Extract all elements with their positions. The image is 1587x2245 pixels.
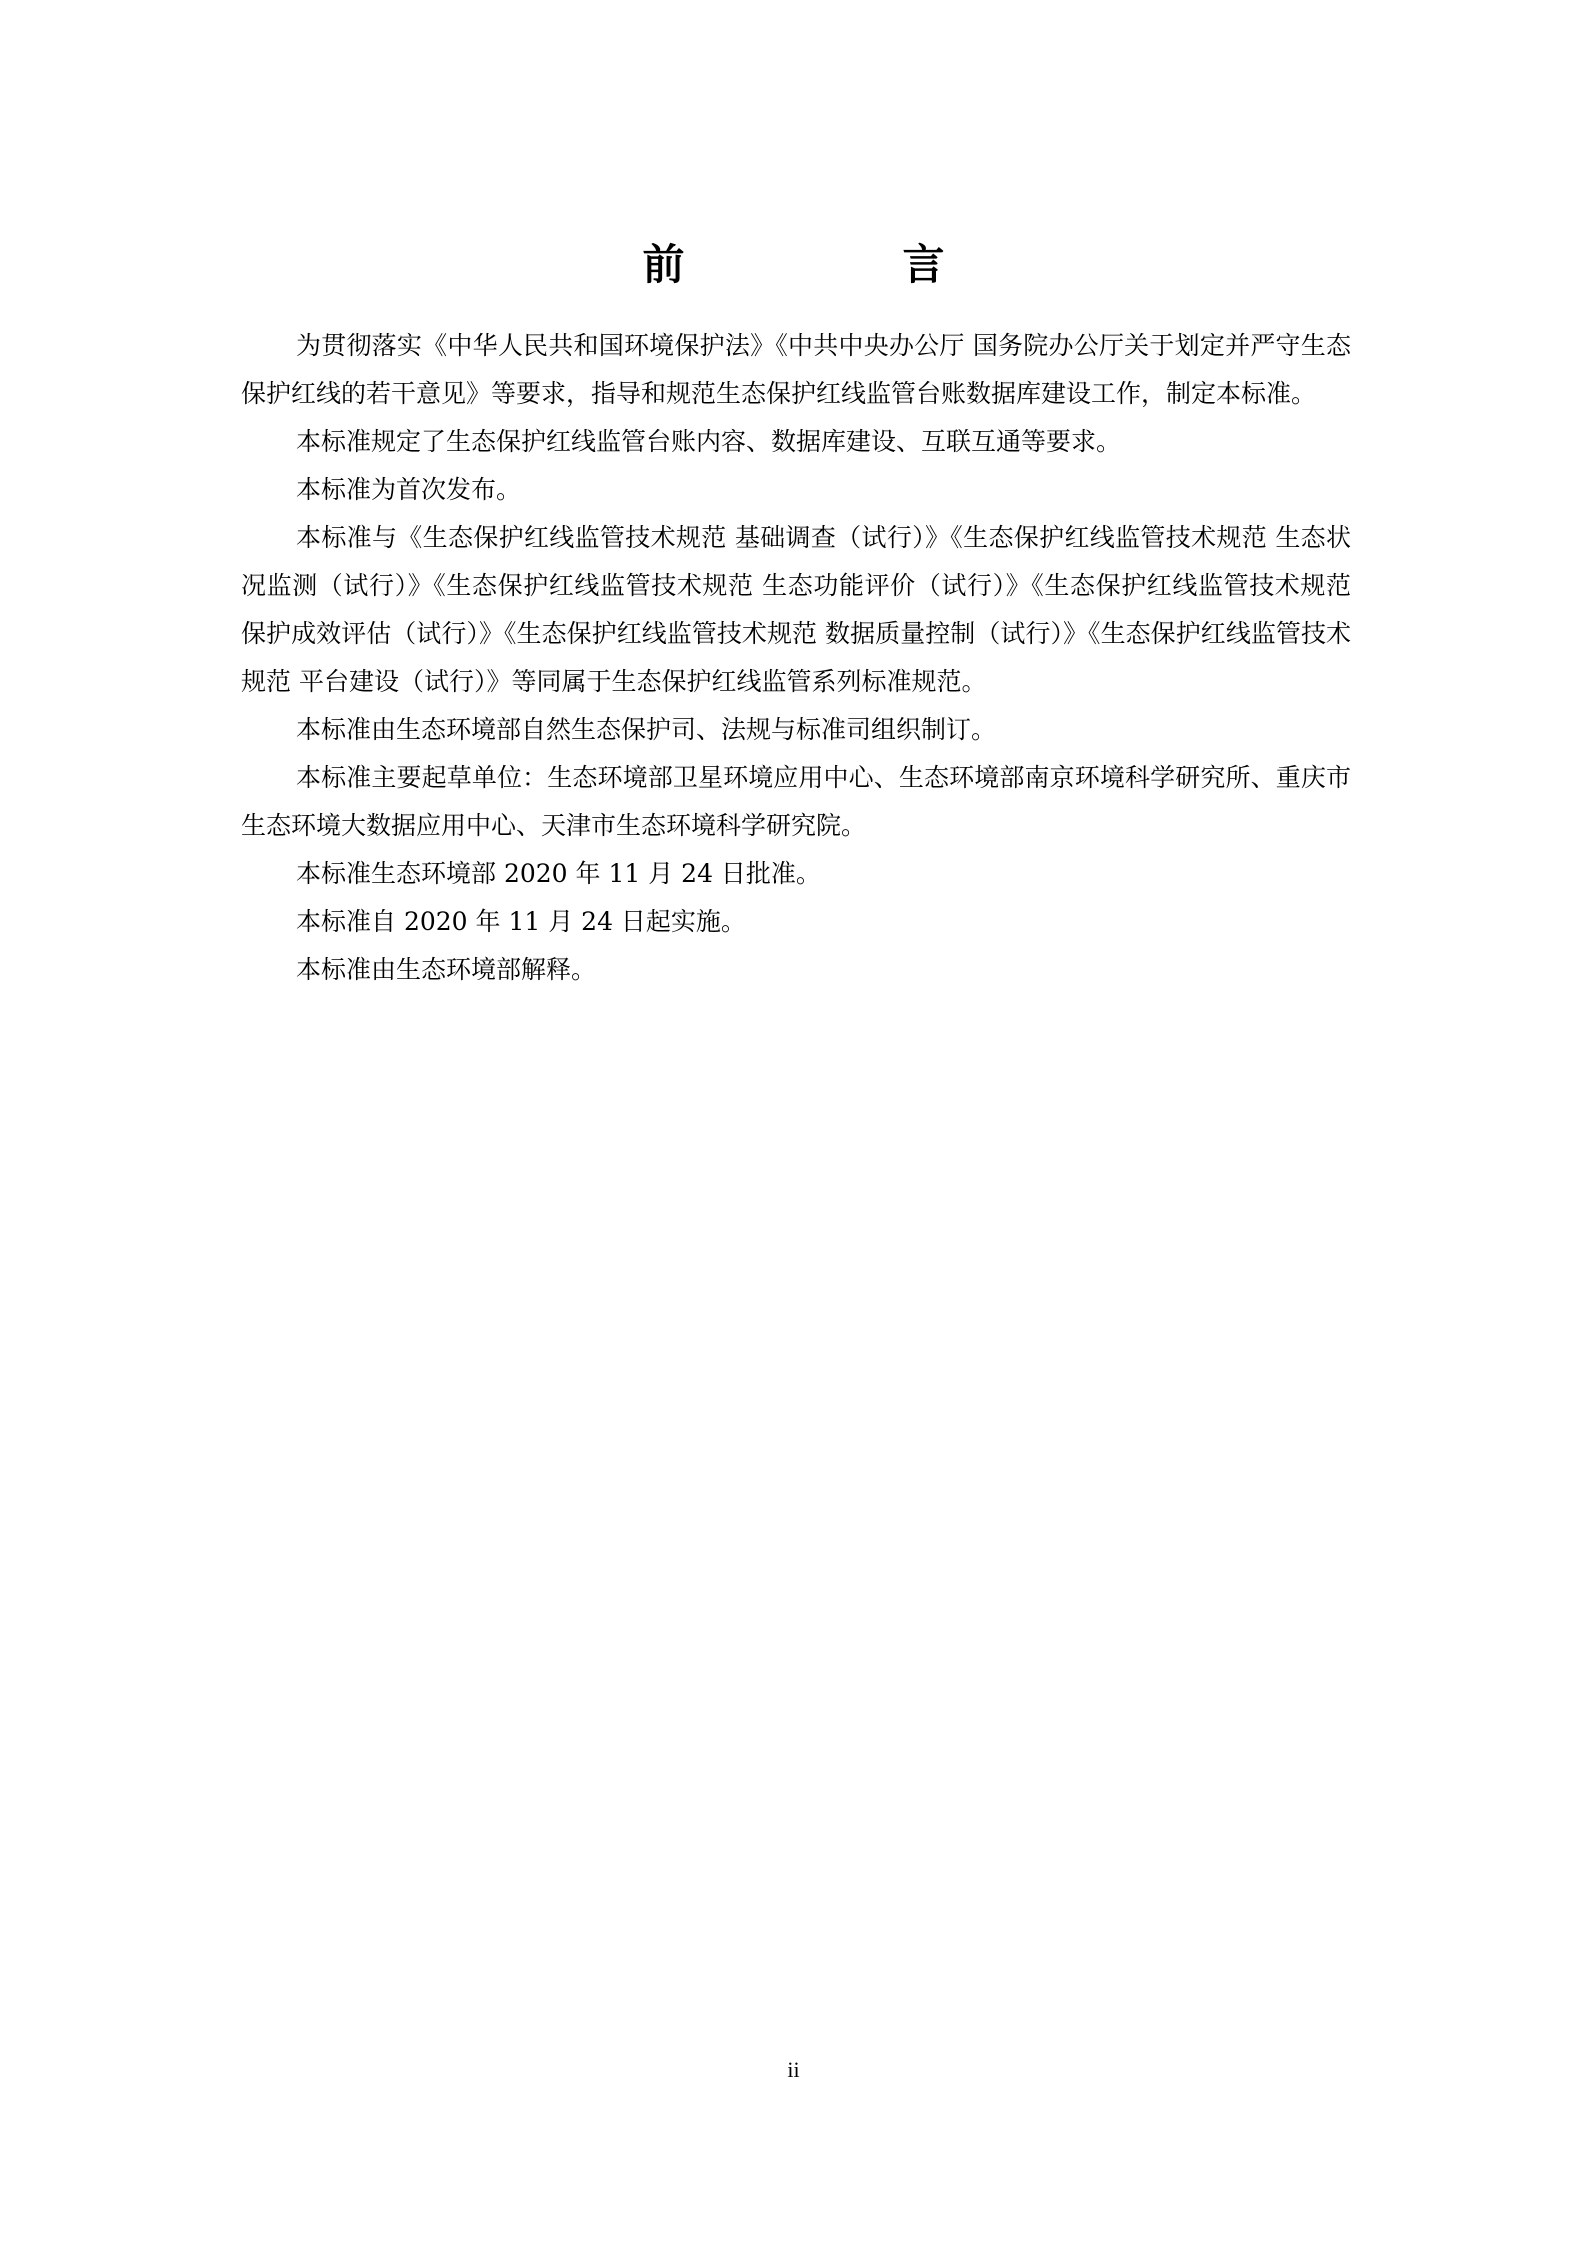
page-title: 前 言: [642, 240, 1033, 289]
body-text: [241, 322, 1351, 994]
paragraph: 本标准为首次发布。: [296, 475, 522, 504]
paragraph: 为贯彻落实《中华人民共和国环境保护法》《中共中央办公厅 国务院办公厅关于划定并严守生态保护红线的若干意见》等要求，指导和规范生态保护红线监管台账数据库建设工作，制定本标准。: [241, 331, 1351, 408]
paragraph: 本标准主要起草单位：生态环境部卫星环境应用中心、生态环境部南京环境科学研究所、重庆市生态环境大数据应用中心、天津市生态环境科学研究院。: [241, 763, 1351, 840]
paragraph: 本标准由生态环境部自然生态保护司、法规与标准司组织制订。: [296, 715, 997, 744]
paragraph: 本标准自 2020 年 11 月 24 日起实施。: [296, 907, 746, 936]
paragraph: 本标准生态环境部 2020 年 11 月 24 日批准。: [296, 859, 821, 888]
paragraph: 本标准规定了生态保护红线监管台账内容、数据库建设、互联互通等要求。: [296, 427, 1122, 456]
page-number: ii: [787, 2057, 800, 2082]
paragraph: 本标准与《生态保护红线监管技术规范 基础调查（试行）》《生态保护红线监管技术规范 生态状况监测（试行）》《生态保护红线监管技术规范 生态功能评价（试行）》《生态保护红线监管技术规范 保护成效评估（试行）》《生态保护红线监管技术规范 数据质量控制（试行）》《生态保护红线监管技术规范 平台建设（试行）》等同属于生态保护红线监管系列标准规范。: [241, 523, 1351, 696]
paragraph: 本标准由生态环境部解释。: [296, 955, 597, 984]
